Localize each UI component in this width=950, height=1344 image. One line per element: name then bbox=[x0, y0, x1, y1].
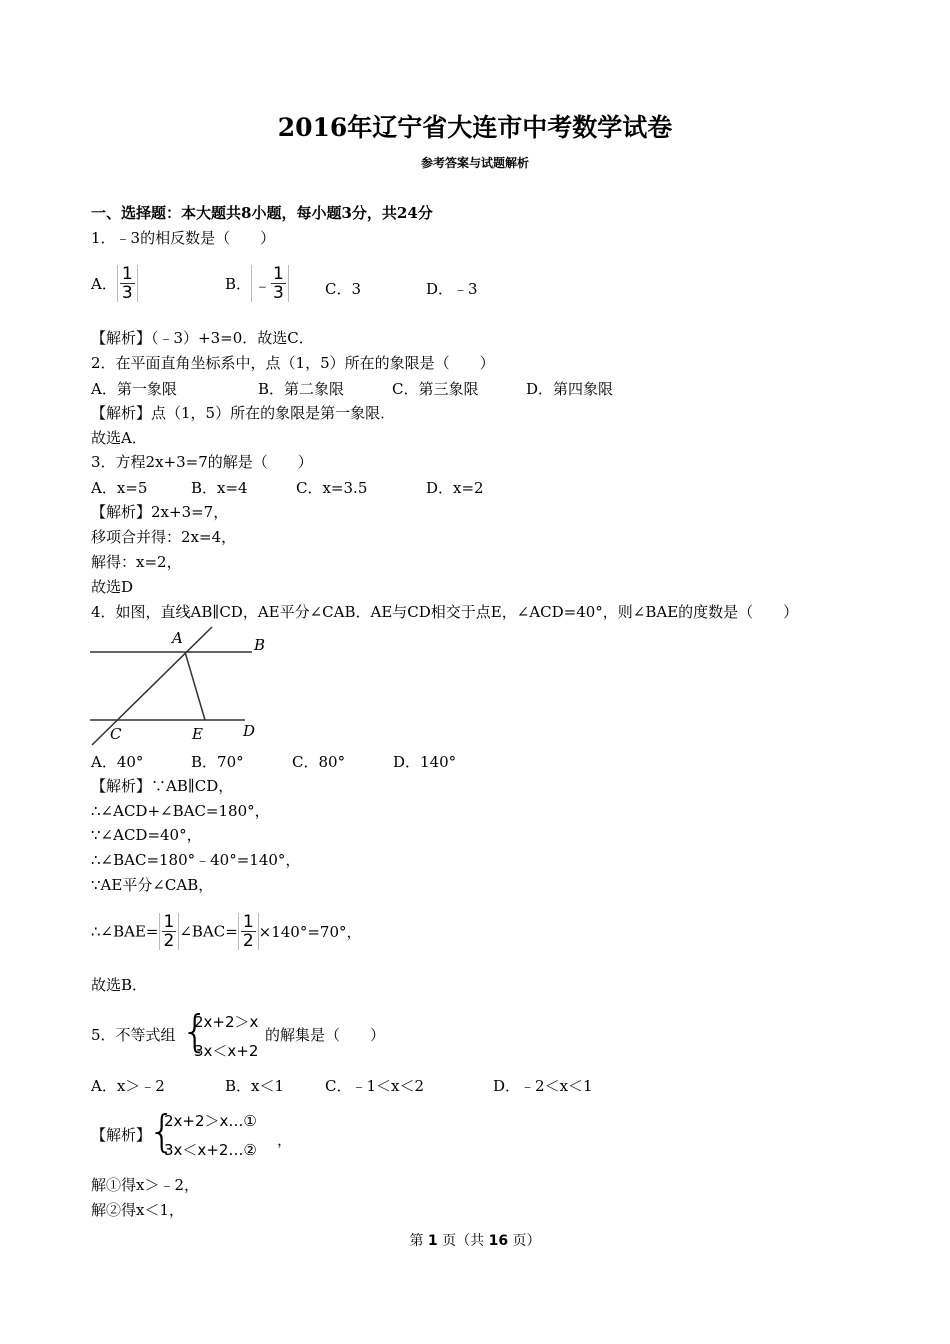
q3-option-a: A．x=5 bbox=[91, 479, 148, 497]
q3-analysis-line4: 故选D bbox=[91, 578, 134, 596]
q4-stem: 4．如图，直线AB∥CD，AE平分∠CAB．AE与CD相交于点E，∠ACD=40°，则∠BAE的度数是（ ） bbox=[91, 603, 799, 621]
q1-option-b bbox=[225, 265, 289, 302]
q5-option-c: C．﹣1＜x＜2 bbox=[325, 1077, 425, 1095]
q4-a6-fraction2 bbox=[238, 913, 259, 950]
q2-option-d: D．第四象限 bbox=[526, 380, 614, 398]
q1-option-b-label: B． bbox=[225, 275, 252, 293]
footer-post: 页） bbox=[508, 1233, 541, 1249]
q4-a6-post: ×140°=70°， bbox=[258, 923, 362, 941]
point-label-d: D bbox=[243, 722, 256, 740]
q2-option-a: A．第一象限 bbox=[91, 380, 177, 398]
q1-option-a-fraction bbox=[117, 265, 138, 302]
q4-analysis-line4: ∴∠BAC=180°﹣40°=140°， bbox=[91, 851, 301, 869]
q5-option-d: D．﹣2＜x＜1 bbox=[493, 1077, 593, 1095]
q3-analysis-line2: 移项合并得：2x=4， bbox=[91, 528, 237, 546]
page-title: 2016年辽宁省大连市中考数学试卷 bbox=[277, 113, 673, 142]
point-label-a: A bbox=[172, 629, 183, 647]
q2-option-c: C．第三象限 bbox=[392, 380, 479, 398]
q4-a6-pre: ∴∠BAE= bbox=[91, 922, 159, 941]
q1-option-b-expr bbox=[251, 265, 289, 302]
q1-option-a-num: 1 bbox=[121, 264, 133, 284]
line-ae bbox=[185, 652, 205, 720]
q5-analysis-system-line2: 3x＜x+2…② bbox=[164, 1141, 257, 1159]
q4-analysis-line3: ∵∠ACD=40°， bbox=[91, 826, 202, 844]
point-label-e: E bbox=[192, 725, 203, 743]
q2-stem: 2．在平面直角坐标系中，点（1，5）所在的象限是（ ） bbox=[91, 354, 495, 372]
q4-figure bbox=[88, 625, 268, 747]
q5-stem-post: 的解集是（ ） bbox=[265, 1026, 386, 1044]
q5-analysis-brace: { bbox=[148, 1106, 176, 1157]
q5-option-a: A．x＞﹣2 bbox=[91, 1077, 165, 1095]
q1-analysis: 【解析】（﹣3）+3=0．故选C． bbox=[91, 329, 314, 347]
q2-analysis-line2: 故选A． bbox=[91, 429, 147, 447]
q4-option-a: A．40° bbox=[91, 753, 144, 771]
q4-analysis-line6 bbox=[91, 913, 362, 950]
q4-a6-fraction1 bbox=[159, 913, 180, 950]
q1-option-d: D．﹣3 bbox=[426, 280, 478, 298]
q5-brace: { bbox=[181, 1006, 209, 1057]
q1-option-c: C．3 bbox=[325, 280, 362, 298]
q5-option-b: B．x＜1 bbox=[225, 1077, 285, 1095]
point-label-c: C bbox=[110, 725, 122, 743]
point-label-b: B bbox=[254, 636, 266, 654]
q4-analysis-line7: 故选B． bbox=[91, 976, 148, 994]
footer-total-pages: 16 bbox=[488, 1233, 509, 1249]
q4-a6-num1: 1 bbox=[163, 912, 175, 932]
footer-page-number: 1 bbox=[427, 1233, 438, 1249]
q3-stem: 3．方程2x+3=7的解是（ ） bbox=[91, 453, 313, 471]
q4-a6-mid: ∠BAC= bbox=[179, 922, 238, 941]
q2-analysis-line1: 【解析】点（1，5）所在的象限是第一象限． bbox=[91, 404, 396, 422]
q1-option-a bbox=[91, 265, 138, 302]
q4-option-c: C．80° bbox=[292, 753, 346, 771]
q1-option-b-num: 1 bbox=[273, 264, 284, 284]
q1-stem: 1．﹣3的相反数是（ ） bbox=[91, 229, 276, 247]
q4-a6-den2: 2 bbox=[242, 931, 254, 951]
q4-option-b: B．70° bbox=[191, 753, 244, 771]
q5-analysis-post: ， bbox=[277, 1131, 293, 1149]
q5-analysis-pre: 【解析】 bbox=[91, 1126, 152, 1144]
q1-option-a-den: 3 bbox=[121, 283, 133, 303]
page-footer bbox=[0, 1230, 950, 1250]
q5-stem-pre: 5．不等式组 bbox=[91, 1026, 176, 1044]
q3-option-c: C．x=3.5 bbox=[296, 479, 368, 497]
q1-option-b-fraction bbox=[271, 265, 286, 302]
page-subtitle: 参考答案与试题解析 bbox=[420, 156, 529, 170]
q1-option-a-label: A． bbox=[91, 275, 117, 293]
q4-analysis-line1: 【解析】∵AB∥CD， bbox=[91, 777, 234, 795]
q2-option-b: B．第二象限 bbox=[258, 380, 345, 398]
q4-option-d: D．140° bbox=[393, 753, 457, 771]
q1-option-b-den: 3 bbox=[273, 283, 284, 303]
q1-option-b-sign: ﹣ bbox=[254, 276, 272, 296]
q3-option-d: D．x=2 bbox=[426, 479, 484, 497]
q3-analysis-line1: 【解析】2x+3=7， bbox=[91, 503, 229, 521]
q5-system-line1: 2x+2＞x bbox=[194, 1013, 259, 1031]
q5-analysis-line3: 解②得x＜1， bbox=[91, 1201, 185, 1219]
q5-analysis-system-line1: 2x+2＞x…① bbox=[164, 1112, 257, 1130]
q4-analysis-line2: ∴∠ACD+∠BAC=180°， bbox=[91, 802, 270, 820]
q4-analysis-line5: ∵AE平分∠CAB， bbox=[91, 876, 214, 894]
q4-a6-num2: 1 bbox=[242, 912, 254, 932]
q4-a6-den1: 2 bbox=[163, 931, 175, 951]
q3-analysis-line3: 解得：x=2， bbox=[91, 553, 182, 571]
footer-mid: 页（共 bbox=[437, 1233, 489, 1249]
q3-option-b: B．x=4 bbox=[191, 479, 248, 497]
section-heading: 一、选择题：本大题共8小题，每小题3分，共24分 bbox=[91, 204, 433, 222]
q5-analysis-line2: 解①得x＞﹣2， bbox=[91, 1176, 200, 1194]
q5-system-line2: 3x＜x+2 bbox=[194, 1042, 259, 1060]
footer-pre: 第 bbox=[409, 1233, 428, 1249]
